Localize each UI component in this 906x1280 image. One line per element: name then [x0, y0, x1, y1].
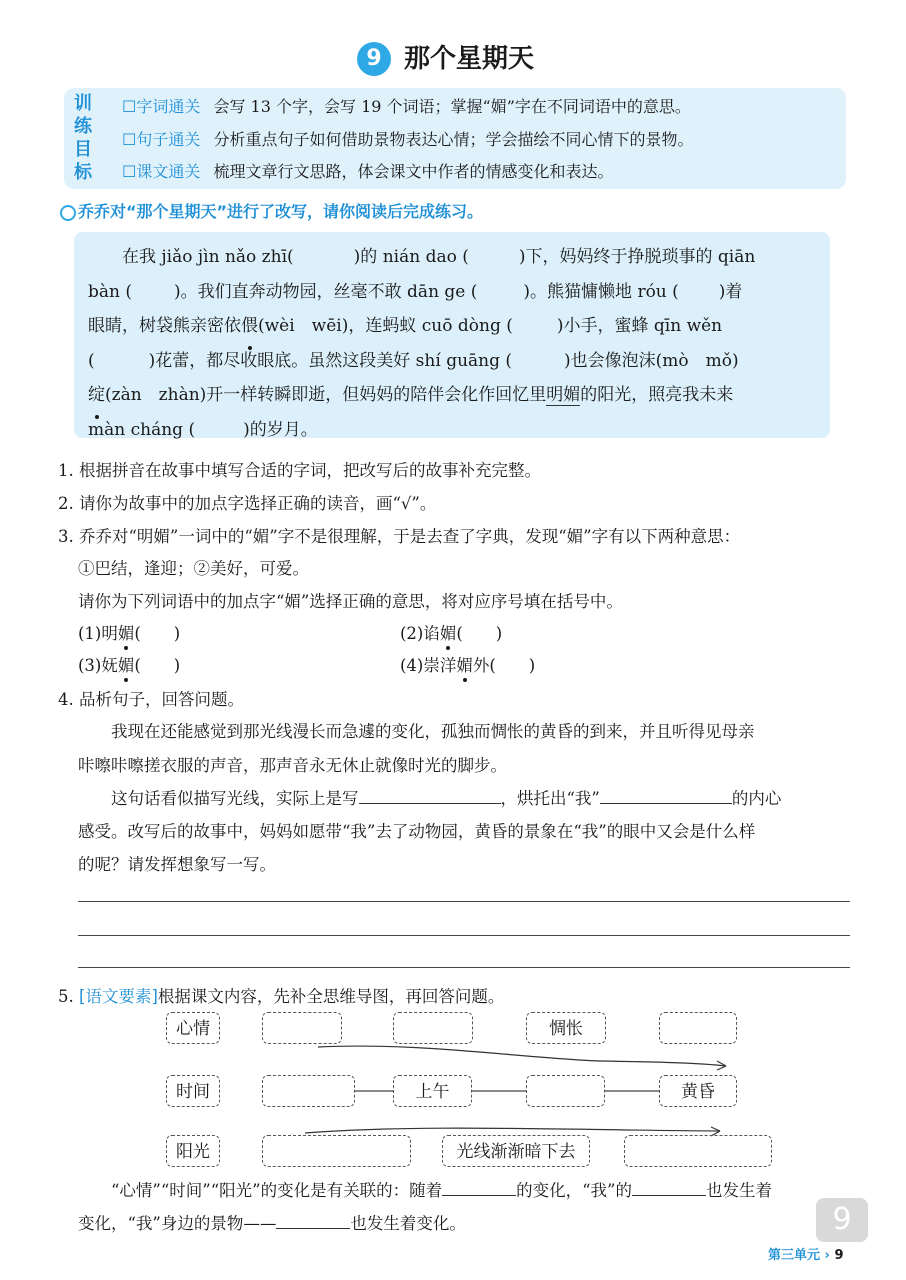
- unit-label: 第三单元: [768, 1248, 821, 1263]
- q3-item: (1)明媚( ): [78, 620, 180, 644]
- q4-prompt: 这句话看似描写光线，实际上是写 ，烘托出“我” 的内心: [78, 785, 781, 809]
- answer-parens[interactable]: ( ): [134, 656, 181, 675]
- q5-answer: “心情”“时间”“阳光”的变化是有关联的：随着 的变化，“我”的 也发生着: [78, 1177, 772, 1201]
- question-3-instruction: 请你为下列词语中的加点字“媚”选择正确的意思，将对应序号填在括号中。: [78, 592, 623, 611]
- q5-answer: 变化，“我”身边的景物—— 也发生着变化。: [78, 1210, 466, 1234]
- passage-line: bàn ( )。我们直奔动物园，丝毫不敢 dān ge ( )。熊猫慵懒地 róu ( )着: [88, 281, 743, 302]
- answer-blank[interactable]: [632, 1177, 706, 1196]
- q4-prompt: 感受。改写后的故事中，妈妈如愿带“我”去了动物园，黄昏的景象在“我”的眼中又会是什么样: [78, 822, 756, 841]
- question-2: 2. 请你为故事中的加点字选择正确的读音，画“√”。: [58, 494, 437, 513]
- mindmap-box[interactable]: [526, 1075, 605, 1107]
- answer-blank[interactable]: [276, 1210, 350, 1229]
- lesson-number-badge: 9: [357, 42, 391, 76]
- q4-quote: 咔嚓咔嚓搓衣服的声音，那声音永无休止就像时光的脚步。: [78, 756, 507, 775]
- checkbox-icon[interactable]: ☐: [122, 130, 137, 149]
- goal-tag: 课文通关: [136, 162, 201, 181]
- q3-item: (4)崇洋媚外( ): [400, 652, 535, 676]
- passage-line: 眼睛，树袋熊亲密依偎(wèi wēi)，连蚂蚁 cuō dòng ( )小手，蜜蜂 qīn wěn: [88, 309, 828, 344]
- dotted-char: 偎: [241, 309, 258, 344]
- goal-text: 分析重点句子如何借助景物表达心情；学会描绘不同心情下的景物。: [213, 130, 694, 149]
- goal-text: 梳理文章行文思路，体会课文中作者的情感变化和表达。: [213, 162, 614, 181]
- mindmap-box: 惆怅: [526, 1012, 606, 1044]
- passage-line: 在我 jiǎo jìn nǎo zhī( )的 nián dao ( )下，妈妈终于挣脱琐事的 qiān: [88, 247, 756, 267]
- question-1: 1. 根据拼音在故事中填写合适的字词，把改写后的故事补充完整。: [58, 461, 541, 480]
- mindmap-label-sunlight: 阳光: [166, 1135, 220, 1167]
- passage-line: màn cháng ( )的岁月。: [88, 419, 318, 440]
- mindmap-label-time: 时间: [166, 1075, 220, 1107]
- page-number: 9: [834, 1248, 844, 1263]
- answer-parens[interactable]: ( ): [489, 656, 536, 675]
- checkbox-icon[interactable]: ☐: [122, 97, 137, 116]
- goal-tag: 句子通关: [136, 130, 201, 149]
- mindmap-label-mood: 心情: [166, 1012, 220, 1044]
- question-3: 3. 乔乔对“明媚”一词中的“媚”字不是很理解，于是去查了字典，发现“媚”字有以下两种意思：: [58, 527, 741, 546]
- language-element-tag: [语文要素]: [79, 987, 158, 1006]
- page-corner-badge: 9: [816, 1198, 868, 1242]
- page-title: 那个星期天: [404, 44, 535, 74]
- dotted-char: 绽: [88, 378, 105, 413]
- q4-quote: 我现在还能感觉到那光线漫长而急遽的变化，孤独而惆怅的黄昏的到来，并且听得见母亲: [78, 722, 755, 741]
- question-5: 5. [语文要素]根据课文内容，先补全思维导图，再回答问题。: [58, 987, 505, 1006]
- mindmap-box[interactable]: [659, 1012, 737, 1044]
- training-goals-label: 训 练 目 标: [74, 93, 92, 183]
- mindmap-box: 光线渐渐暗下去: [442, 1135, 590, 1167]
- question-4: 4. 品析句子，回答问题。: [58, 690, 244, 709]
- underlined-word: 明媚: [546, 385, 581, 405]
- passage-line: ( )花蕾，都尽收眼底。虽然这段美好 shí guāng ( )也会像泡沫(mò mǒ): [88, 350, 739, 371]
- mindmap-box[interactable]: [262, 1012, 342, 1044]
- mindmap-box: 上午: [393, 1075, 472, 1107]
- sun-arrow: [305, 1128, 720, 1133]
- mindmap-box[interactable]: [393, 1012, 473, 1044]
- mindmap-box: 黄昏: [659, 1075, 737, 1107]
- mindmap-box[interactable]: [262, 1135, 411, 1167]
- passage-line: 绽(zàn zhàn)开一样转瞬即逝，但妈妈的陪伴会化作回忆里明媚的阳光，照亮我未来: [88, 378, 828, 413]
- goal-tag: 字词通关: [136, 97, 201, 116]
- mindmap-box[interactable]: [262, 1075, 355, 1107]
- chevron-right-icon: ›: [824, 1248, 830, 1263]
- checkbox-icon[interactable]: ☐: [122, 162, 137, 181]
- answer-parens[interactable]: ( ): [456, 624, 503, 643]
- mindmap-box[interactable]: [624, 1135, 772, 1167]
- mood-arrow: [318, 1046, 726, 1066]
- answer-parens[interactable]: ( ): [134, 624, 181, 643]
- question-3-meanings: ①巴结，逢迎；②美好，可爱。: [78, 559, 309, 578]
- q3-item: (3)妩媚( ): [78, 652, 180, 676]
- goal-text: 会写 13 个字，会写 19 个词语；掌握“媚”字在不同词语中的意思。: [213, 97, 691, 116]
- passage-intro: 乔乔对“那个星期天”进行了改写，请你阅读后完成练习。: [78, 202, 484, 221]
- answer-blank[interactable]: [442, 1177, 516, 1196]
- page-footer: [768, 1244, 843, 1263]
- q4-prompt: 的呢？请发挥想象写一写。: [78, 855, 276, 874]
- q3-item: (2)谄媚( ): [400, 620, 502, 644]
